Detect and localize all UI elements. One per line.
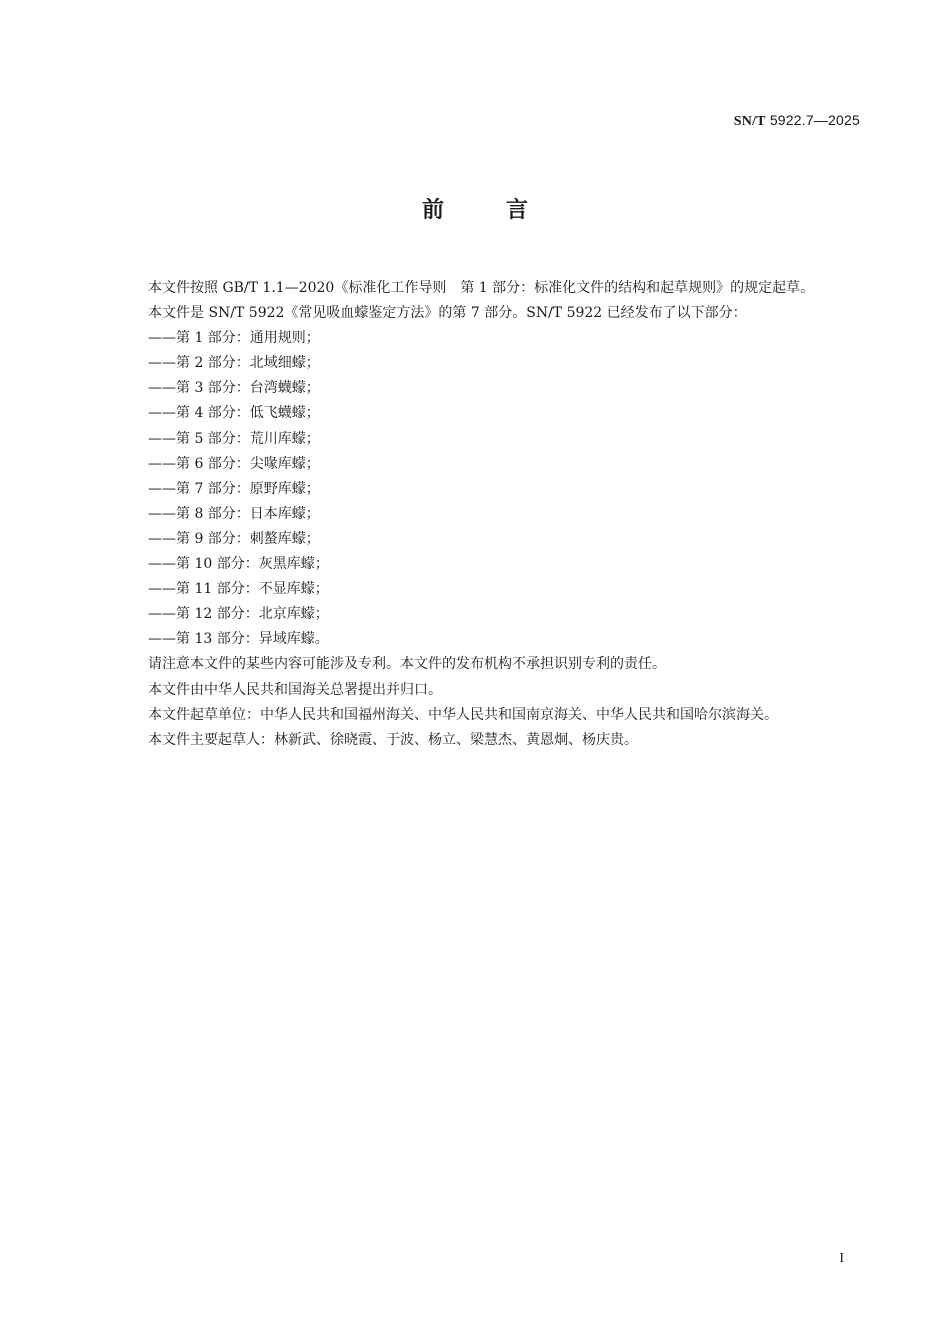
parts-list bbox=[113, 326, 860, 652]
list-item: ——第 13 部分：异域库蠓。 bbox=[148, 631, 329, 648]
page-number: I bbox=[839, 1251, 844, 1266]
list-item: ——第 4 部分：低飞蠛蠓； bbox=[148, 405, 320, 422]
paragraph-series-intro: 本文件是 SN/T 5922《常见吸血蠓鉴定方法》的第 7 部分。SN/T 5922 已经发布了以下部分： bbox=[148, 305, 747, 322]
list-item: ——第 3 部分：台湾蠛蠓； bbox=[148, 380, 320, 397]
list-item: ——第 12 部分：北京库蠓； bbox=[148, 606, 329, 623]
page-title: 前言 bbox=[421, 198, 590, 223]
standard-code bbox=[734, 112, 860, 130]
standard-code-prefix: SN/T bbox=[733, 114, 766, 129]
list-item: ——第 6 部分：尖喙库蠓； bbox=[148, 455, 320, 472]
paragraph-drafters: 本文件主要起草人：林新武、徐晓霞、于波、杨立、梁慧杰、黄恩炯、杨庆贵。 bbox=[148, 731, 638, 748]
standard-code-number: 5922.7—2025 bbox=[765, 112, 860, 128]
paragraph-proposer: 本文件由中华人民共和国海关总署提出并归口。 bbox=[148, 681, 442, 698]
paragraph-drafting-rules: 本文件按照 GB/T 1.1—2020《标准化工作导则 第 1 部分：标准化文件的结构和起草规则》的规定起草。 bbox=[148, 280, 815, 296]
list-item: ——第 8 部分：日本库蠓； bbox=[148, 505, 320, 522]
foreword-body bbox=[113, 276, 860, 753]
list-item: ——第 2 部分：北域细蠓； bbox=[148, 355, 320, 372]
list-item: ——第 10 部分：灰黑库蠓； bbox=[148, 556, 329, 573]
list-item: ——第 5 部分：荒川库蠓； bbox=[148, 430, 320, 447]
list-item: ——第 11 部分：不显库蠓； bbox=[148, 581, 329, 598]
paragraph-drafting-units: 本文件起草单位：中华人民共和国福州海关、中华人民共和国南京海关、中华人民共和国哈尔滨海关。 bbox=[148, 706, 778, 723]
list-item: ——第 7 部分：原野库蠓； bbox=[148, 480, 320, 497]
paragraph-patent-notice: 请注意本文件的某些内容可能涉及专利。本文件的发布机构不承担识别专利的责任。 bbox=[148, 656, 666, 673]
list-item: ——第 1 部分：通用规则； bbox=[148, 330, 320, 347]
list-item: ——第 9 部分：刺螯库蠓； bbox=[148, 530, 320, 547]
